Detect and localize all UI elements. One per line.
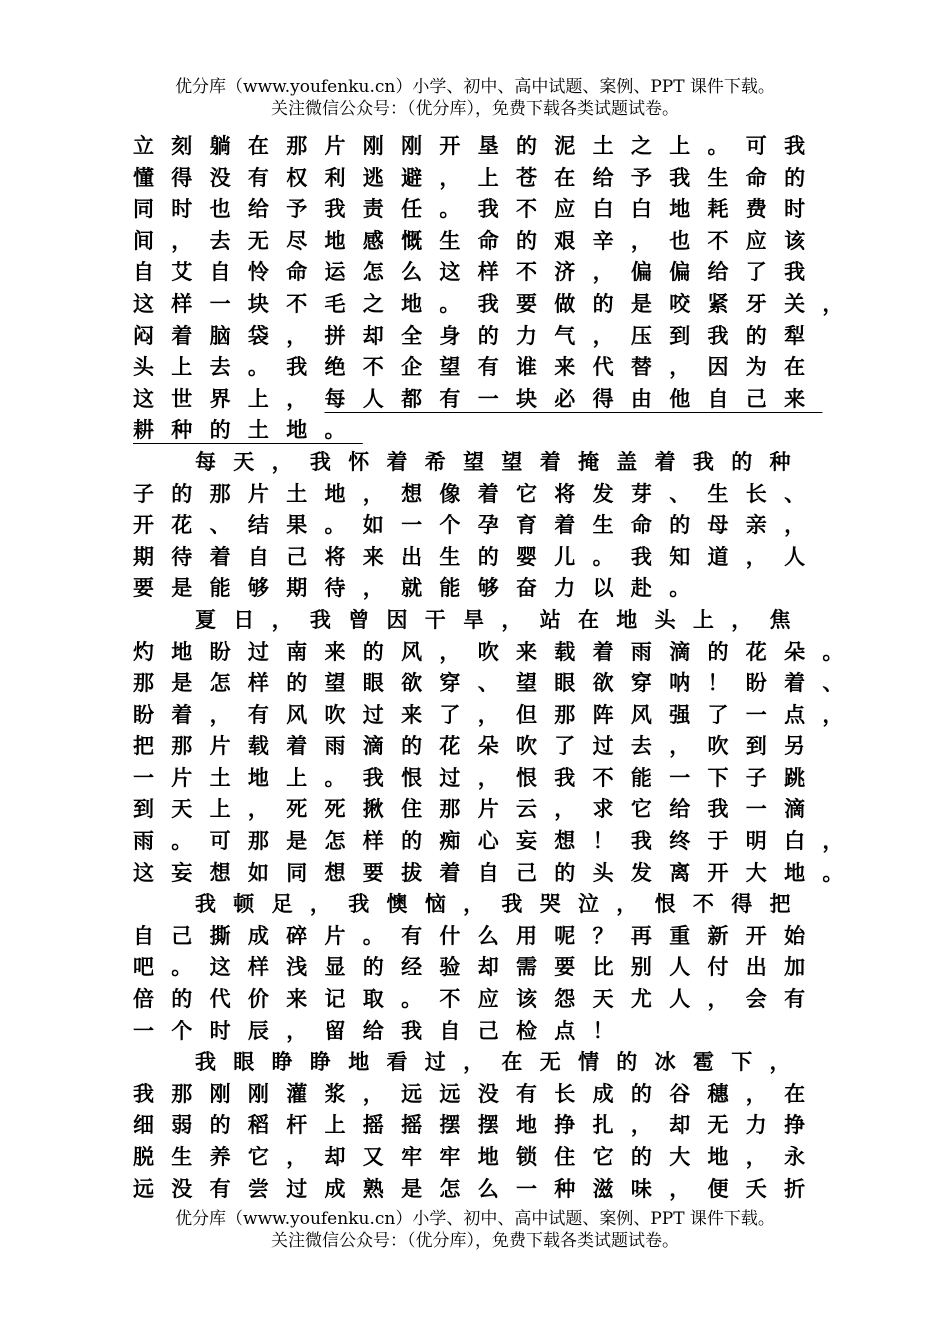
line-text: 要是能够期待，就能够奋力以赴。 [133,576,708,601]
line-text: 子的那片土地，想像着它将发芽、生长、 [133,481,823,506]
line-text: 远没有尝过成熟是怎么一种滋味，便夭折 [133,1176,823,1201]
text-line [133,542,823,574]
line-text: 期待着自己将来出生的婴儿。我知道，人 [133,544,823,569]
line-text: 每天，我怀着希望望着掩盖着我的种 [195,449,808,474]
text-line [133,605,823,637]
text-line [133,921,823,953]
text-line [133,794,823,826]
line-text: 倍的代价来记取。不应该怨天尤人，会有 [133,987,823,1012]
text-line [133,1047,823,1079]
text-line [133,573,823,605]
text-line [133,637,861,669]
line-text: 把那片载着雨滴的花朵吹了过去，吹到另 [133,734,823,759]
header-line-2: 关注微信公众号：（优分库），免费下载各类试题试卷。 [271,99,679,119]
line-text: 同时也给予我责任。我不应白白地耗费时 [133,197,823,222]
line-text: 一个时辰，留给我自己检点！ [133,1018,631,1043]
text-line [133,226,823,258]
text-line [133,447,823,479]
essay-body [133,131,861,1205]
line-text: 这世界上， [133,386,325,411]
line-text: 吧。这样浅显的经验却需要比别人付出加 [133,955,823,980]
page-footer [0,1208,950,1252]
text-line [133,321,823,353]
text-line [133,479,823,511]
text-line [133,194,823,226]
line-text: 立刻躺在那片刚刚开垦的泥土之上。可我 [133,134,823,158]
line-text: 闷着脑袋，拼却全身的力气，压到我的犁 [133,323,823,348]
line-text: 一片土地上。我恨过，恨我不能一下子跳 [133,765,823,790]
line-text: 自艾自怜命运怎么这样不济，偏偏给了我 [133,260,823,285]
page-header [0,76,950,120]
text-line [133,163,823,195]
text-line [133,131,823,163]
text-line [133,289,861,321]
text-line [133,1174,823,1206]
text-line [133,826,861,858]
underlined-text: 耕种的土地。 [133,418,363,443]
text-line [133,984,823,1016]
line-text: 这样一块不毛之地。我要做的是咬紧牙关， [133,291,861,316]
line-text: 自己撕成碎片。有什么用呢？再重新开始 [133,923,823,948]
line-text: 懂得没有权利逃避，上苍在给予我生命的 [133,165,823,190]
text-line [133,952,823,984]
footer-line-1: 优分库（www.youfenku.cn）小学、初中、高中试题、案例、PPT 课件下载。 [175,1209,775,1229]
text-line [133,700,861,732]
header-line-1: 优分库（www.youfenku.cn）小学、初中、高中试题、案例、PPT 课件下载。 [175,77,775,97]
text-line [133,384,823,416]
line-text: 脱生养它，却又牢牢地锁住它的大地，永 [133,1145,823,1169]
line-text: 我眼睁睁地看过，在无情的冰雹下， [195,1050,808,1075]
text-line [133,1110,823,1142]
line-text: 间，去无尽地感慨生命的艰辛，也不应该 [133,228,823,253]
line-text: 灼地盼过南来的风，吹来载着雨滴的花朵。 [133,639,861,664]
text-line [133,858,861,890]
text-line [133,257,823,289]
text-line [133,889,823,921]
line-text: 这妄想如同想要拔着自己的头发离开大地。 [133,860,861,885]
text-line [133,763,823,795]
text-line [133,668,861,700]
text-line [133,352,823,384]
line-text: 细弱的稻杆上摇摇摆摆地挣扎，却无力挣 [133,1113,823,1138]
line-text: 到天上，死死揪住那片云，求它给我一滴 [133,797,823,822]
text-line [133,415,823,447]
line-text: 我顿足，我懊恼，我哭泣，恨不得把 [195,892,808,917]
text-line [133,731,823,763]
line-text: 那是怎样的望眼欲穿、望眼欲穿呐！盼着、 [133,671,861,696]
line-text: 雨。可那是怎样的痴心妄想！我终于明白， [133,829,861,854]
line-text: 夏日，我曾因干旱，站在地头上，焦 [195,607,808,632]
text-line [133,1016,823,1048]
text-line [133,1142,823,1174]
line-text: 我那刚刚灌浆，远远没有长成的谷穗，在 [133,1081,823,1106]
footer-line-2: 关注微信公众号：（优分库），免费下载各类试题试卷。 [271,1231,679,1251]
line-text: 头上去。我绝不企望有谁来代替，因为在 [133,355,823,380]
line-text: 开花、结果。如一个孕育着生命的母亲， [133,513,823,538]
text-line [133,1079,823,1111]
underlined-text: 每人都有一块必得由他自己来 [324,386,823,411]
text-line [133,510,823,542]
line-text: 盼着，有风吹过来了，但那阵风强了一点， [133,702,861,727]
